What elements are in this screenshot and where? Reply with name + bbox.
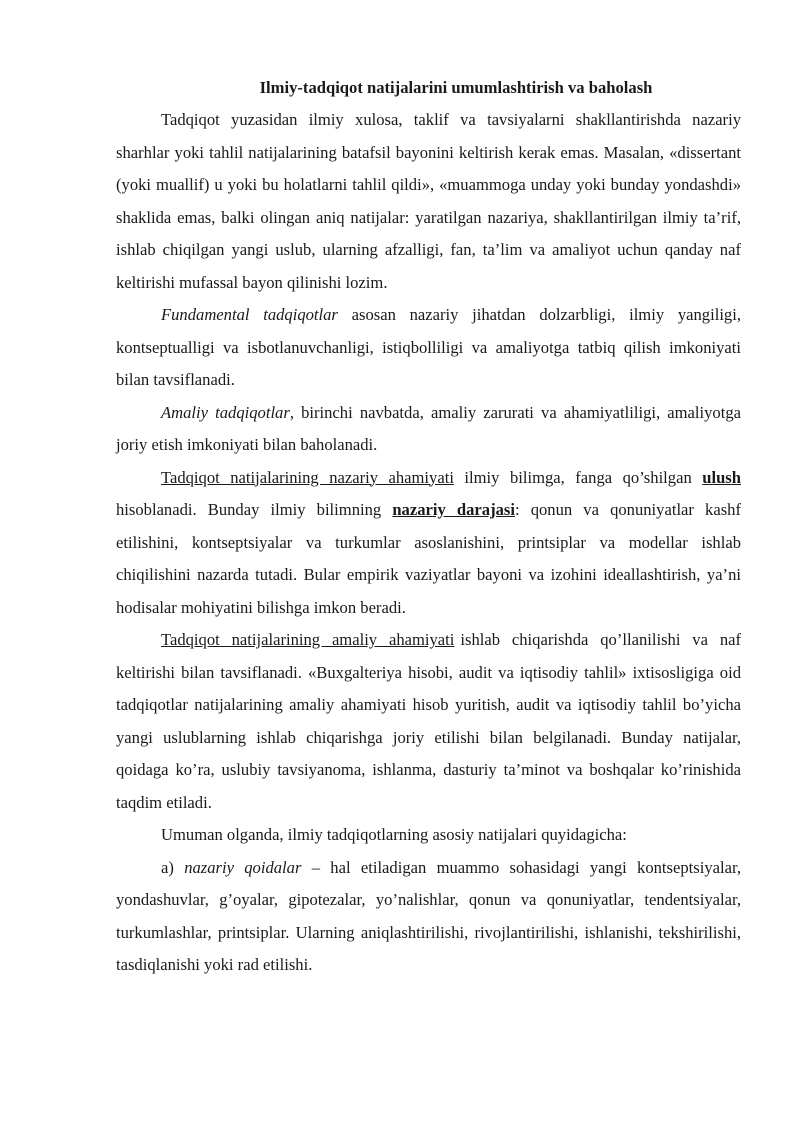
term-practical-significance: Tadqiqot natijalarining amaliy ahamiyati (161, 630, 455, 649)
paragraph-practical-significance (116, 624, 741, 819)
paragraph-results-intro: Umuman olganda, ilmiy tadqiqotlarning asosiy natijalari quyidagicha: (161, 825, 627, 844)
document-body (116, 72, 741, 982)
paragraph-intro: Tadqiqot yuzasidan ilmiy xulosa, taklif va tavsiyalarni shakllantirishda nazariy sharhlar yoki tahlil natijalarining batafsil bayonini keltirish kerak emas. Masalan, «dissertant (yoki muallif) u yoki bu holatlarni tahlil qildi», «muammoga unday yoki bunday yondashdi» shaklida emas, balki olingan aniq natijalar: yaratilgan nazariya, shakllantirilgan ilmiy ta’rif, ishlab chiqilgan yangi uslub, ularning afzalligi, fan, ta’lim va amaliyot uchun qanday naf keltirishi mufassal bayon qilinishi lozim. (116, 110, 741, 292)
paragraph-applied-text: , birinchi navbatda, amaliy zarurati va ahamiyatliligi, amaliyotga joriy etish imkoniyati bilan baholanadi. (116, 402, 741, 454)
paragraph-theoretical-text-3: : qonun va qonuniyatlar kashf etilishini, kontseptsiyalar va turkumlar asoslanishini, printsiplar va modellar ishlab chiqilishini nazarda tutadi. Bular empirik vaziyatlar bayoni va izohini ideallashtirish, ya’ni hodisalar mohiyatini bilishga imkon beradi. (116, 500, 741, 617)
term-theoretical-level: nazariy darajasi (392, 500, 515, 519)
paragraph-practical-text: ishlab chiqarishda qo’llanilishi va naf keltirishi bilan tavsiflanadi. «Buxgalteriya hisobi, audit va iqtisodiy tahlil» ixtisosligiga oid tadqiqotlar natijalarining amaliy ahamiyati hisob yuritish, audit va iqtisodiy tahlil bo’yicha yangi uslublarning ishlab chiqarishga joriy etilishi bilan belgilanadi. Bunday natijalar, qoidaga ko’ra, uslubiy tavsiyanoma, ishlanma, dasturiy ta’minot va boshqalar ko’rinishida taqdim etiladi. (116, 630, 742, 812)
term-theoretical-significance: Tadqiqot natijalarining nazariy ahamiyati (161, 467, 454, 487)
paragraph-theoretical-significance (116, 462, 741, 625)
term-fundamental: Fundamental tadqiqotlar (161, 305, 338, 324)
term-ulush: ulush (702, 467, 741, 487)
paragraph-provisions-text: – hal etiladigan muammo sohasidagi yangi kontseptsiyalar, yondashuvlar, g’oyalar, gipotezalar, yo’nalishlar, qonun va qonuniyatlar, tendentsiyalar, turkumlashlar, printsiplar. Ularning aniqlashtirilishi, rivojlantirilishi, ishlanishi, tekshirilishi, tasdiqlanishi yoki rad etilishi. (116, 857, 741, 974)
paragraph-fundamental-text: asosan nazariy jihatdan dolzarbligi, ilmiy yangiligi, kontseptualligi va isbotlanuvchanligi, istiqbolliligi va amaliyotga tatbiq qilish imkoniyati bilan tavsiflanadi. (116, 305, 741, 389)
paragraph-fundamental (116, 299, 741, 397)
document-title: Ilmiy-tadqiqot natijalarini umumlashtirish va baholash (259, 78, 653, 97)
term-applied: Amaliy tadqiqotlar (161, 402, 290, 422)
list-marker: a) (161, 857, 185, 877)
paragraph-theoretical-text-2: hisoblanadi. Bunday ilmiy bilimning (116, 500, 393, 519)
term-theoretical-provisions: nazariy qoidalar (184, 857, 302, 877)
paragraph-theoretical-text-1: ilmiy bilimga, fanga qo’shilgan (453, 467, 703, 487)
paragraph-applied (116, 397, 741, 462)
paragraph-theoretical-provisions (116, 852, 741, 982)
